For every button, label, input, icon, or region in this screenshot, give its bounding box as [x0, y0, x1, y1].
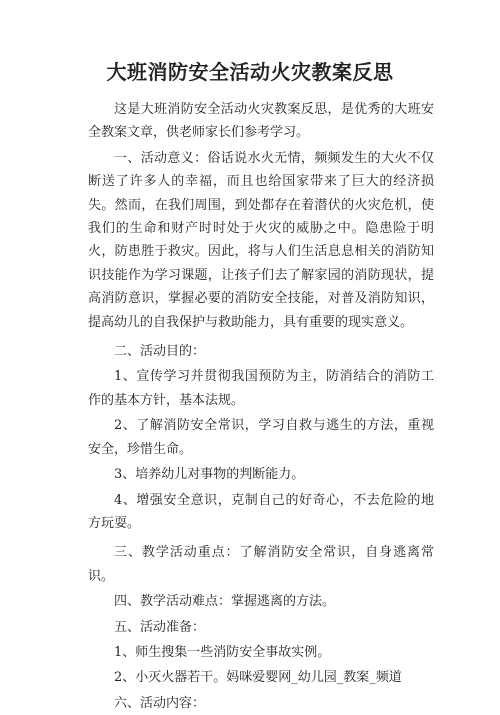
teaching-difficulty-line: 四、教学活动难点：掌握逃离的方法。 — [114, 594, 336, 610]
document-title: 大班消防安全活动火灾教案反思 — [106, 60, 394, 84]
preparation-item-1: 1、师生搜集一些消防安全事故实例。 — [114, 644, 331, 660]
activity-significance-paragraph: 一、活动意义：俗话说水火无情，频频发生的大火不仅断送了许多人的幸福，而且也给国家带来了巨大的经济损失。然而，在我们周围，到处都存在着潜伏的火灾危机，使我们的生命和财产时时处于火灾的威胁之中。隐患险于明火，防患胜于救灾。因此，将与人们生活息息相关的消防知识技能作为学习课题，让孩子们去了解家园的消防现状，提高消防意识，掌握必要的消防安全技能，对普及消防知识，提高幼儿的自我保护与救助能力，具有重要的现实意义。 — [88, 150, 434, 330]
purpose-item-4: 4、增强安全意识，克制自己的好奇心，不去危险的地方玩耍。 — [88, 492, 434, 531]
purpose-item-1: 1、宣传学习并贯彻我国预防为主，防消结合的消防工作的基本方针，基本法规。 — [88, 369, 434, 408]
activity-preparation-heading: 五、活动准备： — [114, 619, 206, 635]
preparation-item-2: 2、小灭火器若干。妈咪爱婴网_幼儿园_教案_频道 — [114, 670, 402, 686]
purpose-item-2: 2、了解消防安全常识，学习自救与逃生的方法，重视安全，珍惜生命。 — [88, 418, 434, 457]
activity-content-heading: 六、活动内容： — [114, 695, 206, 711]
intro-paragraph: 这是大班消防安全活动火灾教案反思，是优秀的大班安全教案文章，供老师家长们参考学习。 — [88, 102, 434, 141]
purpose-item-3: 3、培养幼儿对事物的判断能力。 — [114, 467, 305, 483]
teaching-focus-line: 三、教学活动重点：了解消防安全常识，自身逃离常识。 — [88, 545, 434, 584]
activity-purpose-heading: 二、活动目的： — [114, 344, 206, 360]
